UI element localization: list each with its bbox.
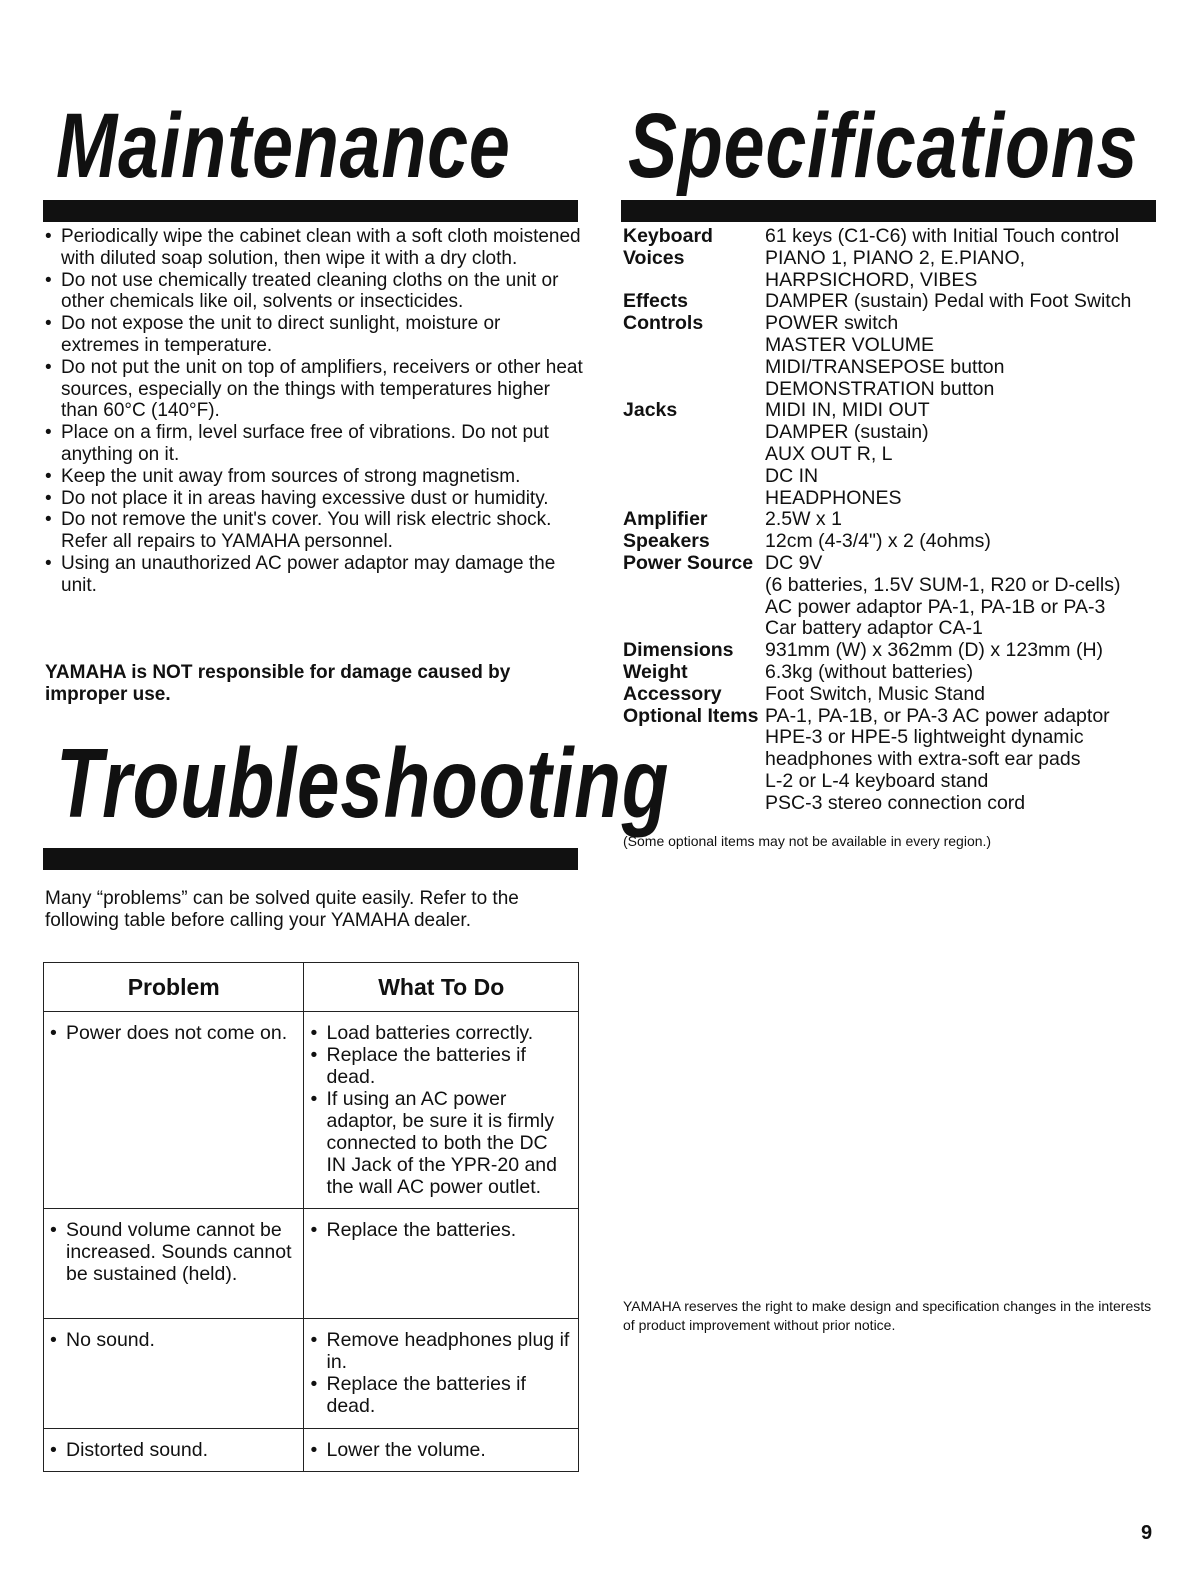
list-item: • Do not put the unit on top of amplifiers, receivers or other heat sources, especially on the things with temperatures higher than 60°C (140°F). — [43, 357, 583, 422]
spec-line: POWER switch — [765, 312, 899, 335]
spec-value — [765, 248, 1168, 292]
spec-line: DEMONSTRATION button — [765, 377, 995, 400]
spec-label: Controls — [623, 312, 704, 335]
spec-row — [623, 226, 1168, 248]
solution-item: • Replace the batteries if dead. — [308, 1373, 570, 1417]
what-to-do-column-header: What To Do — [304, 963, 579, 1012]
spec-row — [623, 553, 1168, 640]
solution-item: • Replace the batteries. — [308, 1219, 570, 1241]
spec-line: Car battery adaptor CA-1 — [765, 617, 983, 640]
spec-value — [765, 400, 1168, 509]
spec-row — [623, 706, 1168, 815]
spec-line: Foot Switch, Music Stand — [765, 682, 986, 705]
spec-value — [765, 531, 1168, 553]
specification-change-notice: YAMAHA reserves the right to make design and specification changes in the interests of product improvement without prior notice. — [623, 1298, 1152, 1333]
spec-value — [765, 226, 1168, 248]
spec-label: Speakers — [623, 530, 710, 553]
spec-value — [765, 684, 1168, 706]
spec-value — [765, 509, 1168, 531]
spec-row — [623, 662, 1168, 684]
spec-value — [765, 313, 1168, 400]
spec-row — [623, 640, 1168, 662]
spec-line: AUX OUT R, L — [765, 442, 893, 465]
problem-cell — [44, 1012, 304, 1209]
maintenance-rule — [43, 200, 578, 222]
spec-line: HPE-3 or HPE-5 lightweight dynamic — [765, 726, 1084, 749]
spec-label: Dimensions — [623, 639, 734, 662]
problem-text: • Distorted sound. — [48, 1439, 295, 1461]
solution-item: • If using an AC power adaptor, be sure it is firmly connected to both the DC IN Jack of the YPR-20 and the wall AC power outlet. — [308, 1088, 570, 1198]
spec-line: HEADPHONES — [765, 486, 902, 509]
table-row — [44, 1319, 579, 1429]
spec-line: PA-1, PA-1B, or PA-3 AC power adaptor — [765, 704, 1110, 727]
list-item: • Do not expose the unit to direct sunlight, moisture or extremes in temperature. — [43, 313, 583, 357]
spec-label: Accessory — [623, 682, 722, 705]
spec-label: Weight — [623, 660, 688, 683]
spec-label: Voices — [623, 246, 685, 269]
solution-item: • Replace the batteries if dead. — [308, 1044, 570, 1088]
spec-label: Effects — [623, 290, 689, 313]
spec-line: 61 keys (C1-C6) with Initial Touch control — [765, 225, 1120, 247]
list-item: • Using an unauthorized AC power adaptor may damage the unit. — [43, 553, 583, 597]
spec-line: (6 batteries, 1.5V SUM-1, R20 or D-cells) — [765, 573, 1121, 596]
problem-cell — [44, 1429, 304, 1472]
spec-row — [623, 291, 1168, 313]
problem-text: • No sound. — [48, 1329, 295, 1351]
spec-line: AC power adaptor PA-1, PA-1B or PA-3 — [765, 595, 1106, 618]
spec-line: headphones with extra-soft ear pads — [765, 748, 1081, 771]
spec-value — [765, 553, 1168, 640]
list-item: • Do not place it in areas having excessive dust or humidity. — [43, 488, 583, 510]
spec-label: Keyboard — [623, 225, 713, 247]
problem-text: • Sound volume cannot be increased. Sounds cannot be sustained (held). — [48, 1219, 295, 1285]
list-item: • Periodically wipe the cabinet clean with a soft cloth moistened with diluted soap solution, then wipe it with a dry cloth. — [43, 226, 583, 270]
spec-line: PIANO 1, PIANO 2, E.PIANO, — [765, 246, 1026, 269]
spec-line: HARPSICHORD, VIBES — [765, 268, 978, 291]
specifications-table — [623, 226, 1168, 815]
availability-note: (Some optional items may not be available in every region.) — [623, 833, 992, 849]
spec-row — [623, 400, 1168, 509]
spec-line: 2.5W x 1 — [765, 508, 842, 531]
spec-line: MIDI IN, MIDI OUT — [765, 399, 930, 422]
spec-line: 931mm (W) x 362mm (D) x 123mm (H) — [765, 639, 1104, 662]
table-row — [44, 1429, 579, 1472]
spec-label: Optional Items — [623, 704, 759, 727]
solution-item: • Load batteries correctly. — [308, 1022, 570, 1044]
list-item: • Do not use chemically treated cleaning cloths on the unit or other chemicals like oil, solvents or insecticides. — [43, 270, 583, 314]
troubleshooting-table — [43, 962, 579, 1472]
list-item: • Keep the unit away from sources of strong magnetism. — [43, 466, 583, 488]
specifications-rule — [621, 200, 1156, 222]
spec-line: MIDI/TRANSEPOSE button — [765, 355, 1005, 378]
table-row — [44, 1012, 579, 1209]
troubleshooting-intro: Many “problems” can be solved quite easily. Refer to the following table before calling your YAMAHA dealer. — [45, 888, 519, 931]
spec-line: DAMPER (sustain) — [765, 421, 929, 444]
spec-label: Power Source — [623, 551, 754, 574]
table-row — [44, 1209, 579, 1319]
spec-row — [623, 531, 1168, 553]
problem-text: • Power does not come on. — [48, 1022, 295, 1044]
spec-row — [623, 509, 1168, 531]
table-header-row — [44, 963, 579, 1012]
spec-value — [765, 706, 1168, 815]
solution-item: • Remove headphones plug if in. — [308, 1329, 570, 1373]
problem-cell — [44, 1209, 304, 1319]
spec-row — [623, 684, 1168, 706]
solution-cell — [304, 1319, 579, 1429]
troubleshooting-rule — [43, 848, 578, 870]
spec-value — [765, 662, 1168, 684]
troubleshooting-heading: Troubleshooting — [56, 728, 670, 838]
page-number: 9 — [1141, 1522, 1153, 1544]
spec-line: 6.3kg (without batteries) — [765, 660, 974, 683]
spec-line: DAMPER (sustain) Pedal with Foot Switch — [765, 290, 1132, 313]
spec-value — [765, 640, 1168, 662]
damage-warning: YAMAHA is NOT responsible for damage caused by improper use. — [45, 662, 511, 705]
spec-value — [765, 291, 1168, 313]
spec-line: PSC-3 stereo connection cord — [765, 791, 1026, 814]
spec-line: DC IN — [765, 464, 819, 487]
specifications-heading: Specifications — [628, 95, 1139, 197]
spec-line: 12cm (4-3/4") x 2 (4ohms) — [765, 530, 991, 553]
spec-row — [623, 313, 1168, 400]
problem-column-header: Problem — [44, 963, 304, 1012]
problem-cell — [44, 1319, 304, 1429]
maintenance-heading: Maintenance — [56, 95, 511, 197]
spec-line: MASTER VOLUME — [765, 333, 935, 356]
spec-label: Jacks — [623, 399, 678, 422]
list-item: • Do not remove the unit's cover. You will risk electric shock. Refer all repairs to YAMAHA personnel. — [43, 509, 583, 553]
solution-cell — [304, 1429, 579, 1472]
solution-cell — [304, 1012, 579, 1209]
list-item: • Place on a firm, level surface free of vibrations. Do not put anything on it. — [43, 422, 583, 466]
solution-item: • Lower the volume. — [308, 1439, 570, 1461]
spec-row — [623, 248, 1168, 292]
solution-cell — [304, 1209, 579, 1319]
spec-line: DC 9V — [765, 551, 823, 574]
maintenance-list — [43, 226, 583, 597]
spec-label: Amplifier — [623, 508, 708, 531]
spec-line: L-2 or L-4 keyboard stand — [765, 769, 989, 792]
